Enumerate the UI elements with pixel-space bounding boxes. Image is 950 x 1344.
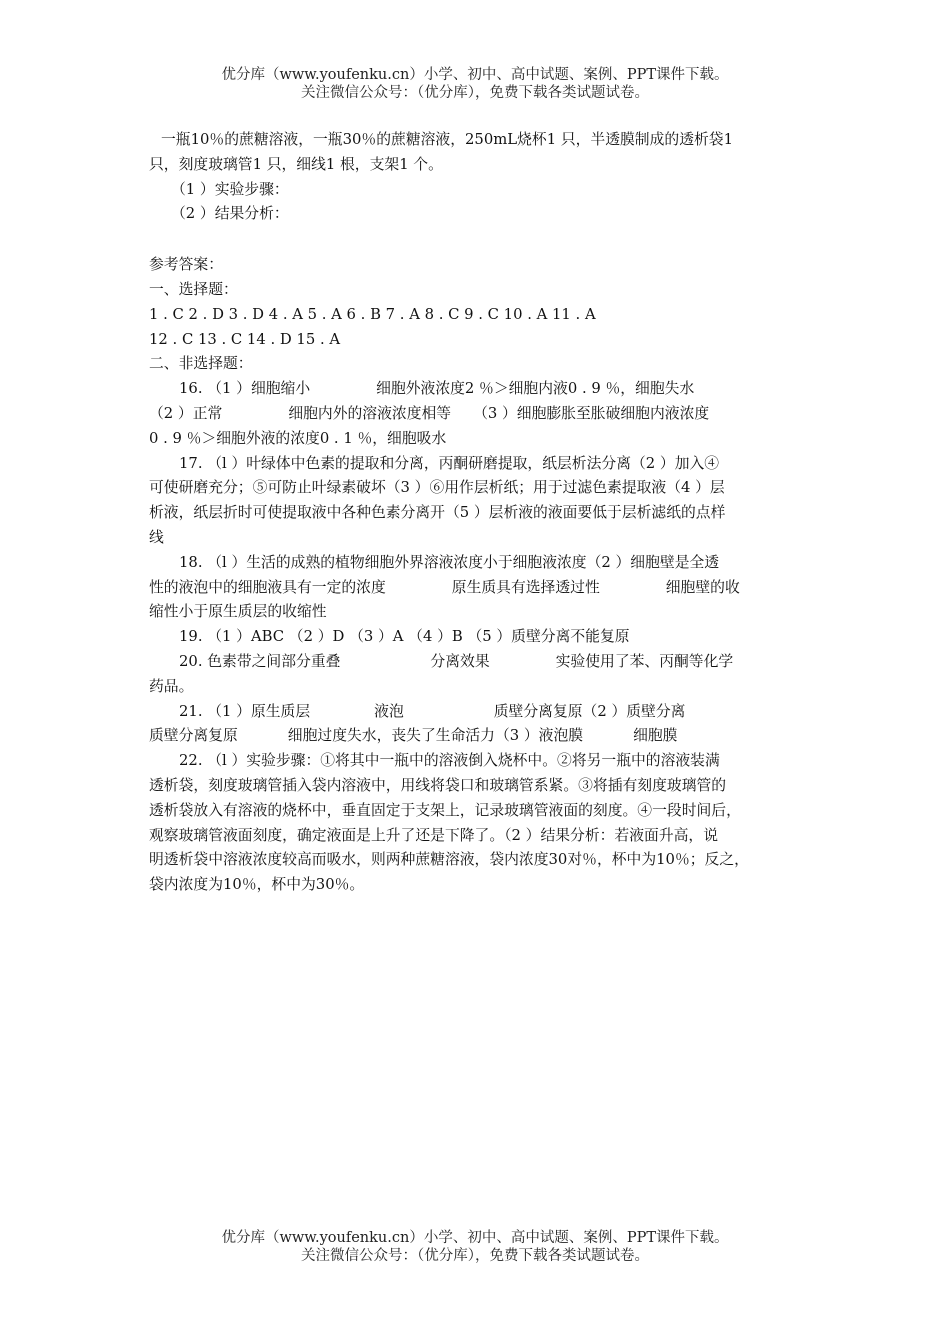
answer-18-line-3: 缩性小于原生质层的收缩性 xyxy=(149,603,327,621)
section-heading-choice: 一、选择题： xyxy=(149,280,238,298)
answer-20-line-2: 药品。 xyxy=(149,677,194,695)
question-part-1: （1 ）实验步骤： xyxy=(171,180,289,198)
answer-22-line-5: 明透析袋中溶液浓度较高而吸水，则两种蔗糖溶液，袋内浓度30对％，杯中为10％；反之， xyxy=(149,851,749,869)
section-heading-nonchoice: 二、非选择题： xyxy=(149,355,253,373)
footer-line-2: 关注微信公众号：（优分库），免费下载各类试题试卷。 xyxy=(301,1248,649,1264)
materials-line-1: 一瓶10％的蔗糖溶液，一瓶30％的蔗糖溶液，250mL烧杯1 只，半透膜制成的透析袋1 xyxy=(161,131,733,148)
answer-17-line-2: 可使研磨充分；⑤可防止叶绿素破坏（3 ）⑥用作层析纸；用于过滤色素提取液（4 ）层 xyxy=(149,479,725,497)
footer-line-1: 优分库（www.youfenku.cn）小学、初中、高中试题、案例、PPT课件下载。 xyxy=(221,1230,729,1246)
answer-17-line-3: 析液，纸层折时可使提取液中各种色素分离开（5 ）层析液的液面要低于层析滤纸的点样 xyxy=(149,504,726,522)
document-body xyxy=(149,128,813,898)
answer-22-line-1: 22. （l ）实验步骤：①将其中一瓶中的溶液倒入烧杯中。②将另一瓶中的溶液装满 xyxy=(179,752,720,770)
answer-18-line-2: 性的液泡中的细胞液具有一定的浓度 原生质具有选择透过性 细胞壁的收 xyxy=(149,578,740,596)
answer-16-line-2: （2 ）正常 细胞内外的溶液浓度相等 （3 ）细胞膨胀至胀破细胞内液浓度 xyxy=(149,404,710,422)
answer-17-line-4: 线 xyxy=(149,528,164,546)
answer-19: 19. （1 ）ABC （2 ）D （3 ）A （4 ）B （5 ）质壁分离不能复原 xyxy=(179,628,630,646)
choice-answers-line-1: 1 . C 2 . D 3 . D 4 . A 5 . A 6 . B 7 . A 8 . C 9 . C 10 . A 11 . A xyxy=(149,305,596,323)
answer-20-line-1: 20. 色素带之间部分重叠 分离效果 实验使用了苯、丙酮等化学 xyxy=(179,652,734,670)
header-line-2: 关注微信公众号：（优分库），免费下载各类试题试卷。 xyxy=(301,85,649,101)
answer-16-line-3: 0 . 9 ％＞细胞外液的浓度0 . 1 ％，细胞吸水 xyxy=(149,429,447,447)
answers-title: 参考答案： xyxy=(149,256,223,274)
answer-16-line-1: 16. （1 ）细胞缩小 细胞外液浓度2 ％＞细胞内液0 . 9 ％，细胞失水 xyxy=(179,380,695,398)
answer-22-line-6: 袋内浓度为10％，杯中为30％。 xyxy=(149,876,365,894)
page-footer xyxy=(0,1229,950,1265)
choice-answers-line-2: 12 . C 13 . C 14 . D 15 . A xyxy=(149,330,341,348)
answer-21-line-2: 质壁分离复原 细胞过度失水，丧失了生命活力（3 ）液泡膜 细胞膜 xyxy=(149,727,678,745)
materials-line-2: 只，刻度玻璃管1 只，细线1 根，支架1 个。 xyxy=(149,155,443,173)
header-line-1: 优分库（www.youfenku.cn）小学、初中、高中试题、案例、PPT课件下载。 xyxy=(221,67,729,83)
answer-22-line-3: 透析袋放入有溶液的烧杯中，垂直固定于支架上，记录玻璃管液面的刻度。④一段时间后， xyxy=(149,801,741,819)
answer-17-line-1: 17. （l ）叶绿体中色素的提取和分离，丙酮研磨提取，纸层析法分离（2 ）加入④ xyxy=(179,454,720,472)
question-part-2: （2 ）结果分析： xyxy=(171,205,289,223)
answer-18-line-1: 18. （l ）生活的成熟的植物细胞外界溶液浓度小于细胞液浓度（2 ）细胞壁是全透 xyxy=(179,553,720,571)
answer-22-line-4: 观察玻璃管液面刻度，确定液面是上升了还是下降了。（2 ）结果分析：若液面升高，说 xyxy=(149,826,719,844)
page-header xyxy=(0,66,950,102)
answer-21-line-1: 21. （1 ）原生质层 液泡 质壁分离复原（2 ）质壁分离 xyxy=(179,702,686,720)
answer-22-line-2: 透析袋，刻度玻璃管插入袋内溶液中，用线将袋口和玻璃管系紧。③将插有刻度玻璃管的 xyxy=(149,776,727,794)
